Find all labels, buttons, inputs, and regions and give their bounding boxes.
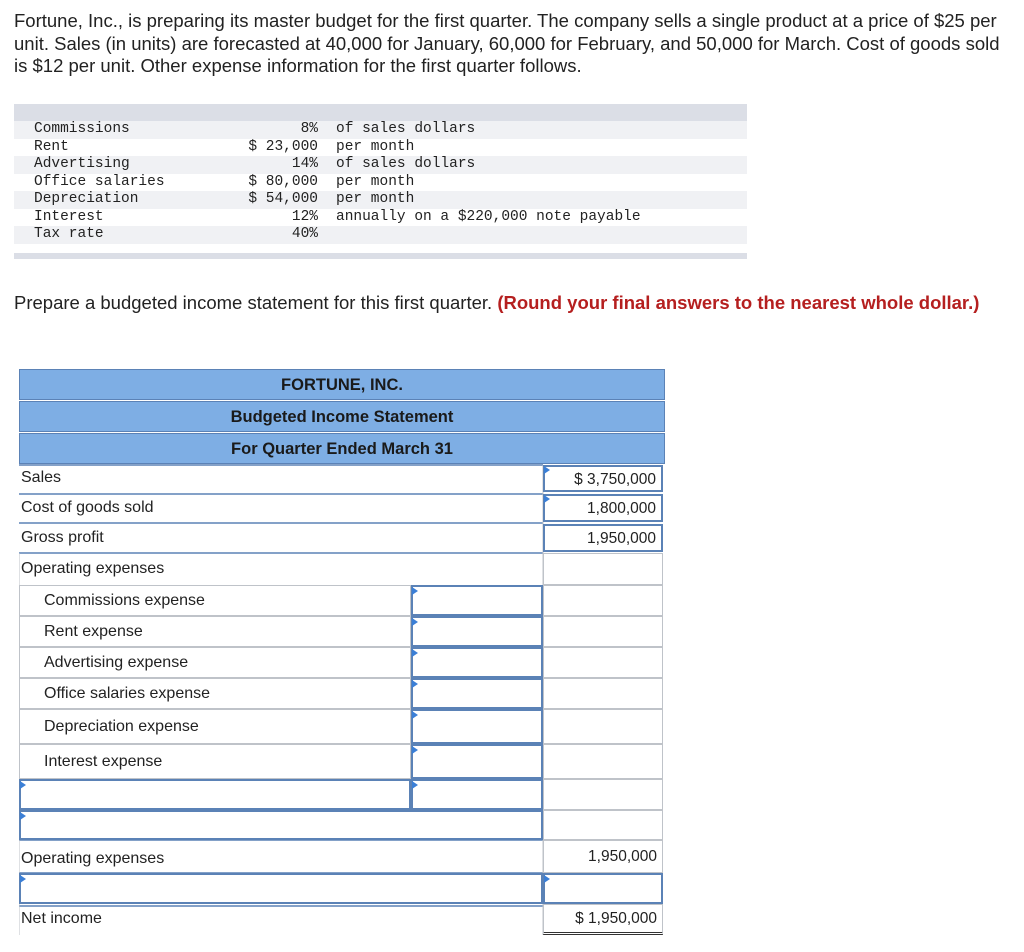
expense-row-office-salaries	[14, 174, 747, 192]
prompt-text: Prepare a budgeted income statement for this first quarter.	[14, 292, 498, 313]
expense-label: Interest	[34, 208, 104, 225]
company-name: FORTUNE, INC.	[19, 369, 665, 400]
rent-amount-input[interactable]	[411, 616, 543, 647]
commissions-amount-input[interactable]	[411, 585, 543, 616]
total-cell	[543, 744, 663, 779]
expense-label: Office salaries	[34, 173, 165, 190]
expense-amount: $ 23,000	[248, 138, 318, 155]
total-cell	[543, 810, 663, 840]
expense-desc: annually on a $220,000 note payable	[336, 208, 641, 225]
office-salaries-amount-input[interactable]	[411, 678, 543, 709]
problem-intro: Fortune, Inc., is preparing its master budget for the first quarter. The company sells a single product at a price of $25 per unit. Sales (in units) are forecasted at 40,000 for January, 60,000 for February, and 50,000 for March. Cost of goods sold is $12 per unit. Other expense information for the first quarter follows.	[14, 10, 1000, 76]
answer-flag-icon	[412, 618, 418, 626]
sales-label: Sales	[21, 469, 62, 486]
expense-row-rent	[14, 139, 747, 157]
expense-desc: per month	[336, 138, 415, 155]
expense-desc: per month	[336, 173, 415, 190]
expense-label-cell	[19, 678, 411, 709]
expense-line-label: Office salaries expense	[44, 685, 211, 702]
expense-desc: of sales dollars	[336, 156, 476, 172]
answer-flag-icon	[412, 680, 418, 688]
expense-label-cell	[19, 744, 411, 779]
extra-total-input[interactable]	[543, 873, 663, 904]
income-statement	[19, 369, 665, 935]
total-cell	[543, 779, 663, 810]
expense-line-label: Commissions expense	[44, 592, 205, 609]
advertising-amount-input[interactable]	[411, 647, 543, 678]
opex-heading-cell	[543, 553, 663, 585]
expense-info-table	[14, 104, 747, 261]
interest-amount-input[interactable]	[411, 744, 543, 779]
extra-amount-input[interactable]	[411, 779, 543, 810]
opex-total-value: 1,950,000	[588, 848, 657, 865]
table-top-band	[14, 104, 747, 121]
expense-line-label: Rent expense	[44, 623, 143, 640]
answer-flag-icon	[20, 781, 26, 789]
expense-row-advertising	[14, 156, 747, 174]
statement-period: For Quarter Ended March 31	[19, 433, 665, 464]
gross-profit-label: Gross profit	[21, 529, 104, 546]
expense-label: Tax rate	[34, 226, 104, 242]
net-income-label: Net income	[21, 910, 102, 927]
sales-value: $ 3,750,000	[574, 471, 656, 488]
rounding-instruction: (Round your final answers to the nearest whole dollar.)	[497, 292, 980, 313]
answer-flag-icon	[544, 495, 550, 503]
question-prompt	[14, 290, 1009, 315]
expense-label-cell	[19, 709, 411, 744]
expense-amount: 8%	[300, 121, 318, 137]
expense-row-tax-rate	[14, 226, 747, 244]
answer-flag-icon	[412, 711, 418, 719]
expense-amount: 40%	[291, 226, 318, 242]
opex-total-label: Operating expenses	[21, 850, 165, 867]
expense-desc: per month	[336, 191, 415, 207]
extra-label-input-3[interactable]	[19, 873, 543, 904]
cogs-label: Cost of goods sold	[21, 499, 154, 516]
expense-line-label: Depreciation expense	[44, 718, 199, 735]
total-cell	[543, 616, 663, 647]
answer-flag-icon	[412, 746, 418, 754]
cogs-value: 1,800,000	[587, 500, 656, 517]
expense-desc: of sales dollars	[336, 121, 476, 137]
expense-label: Rent	[34, 138, 69, 155]
extra-label-input[interactable]	[19, 779, 411, 810]
expense-amount: $ 54,000	[248, 191, 318, 207]
expense-line-label: Interest expense	[44, 753, 163, 770]
expense-label: Advertising	[34, 156, 130, 172]
total-cell	[543, 678, 663, 709]
answer-flag-icon	[412, 781, 418, 789]
total-cell	[543, 647, 663, 678]
answer-flag-icon	[412, 649, 418, 657]
opex-total-cell	[543, 840, 663, 873]
gross-profit-input[interactable]	[543, 524, 663, 552]
expense-amount: 12%	[291, 208, 318, 225]
gross-profit-value: 1,950,000	[587, 530, 656, 547]
expense-line-label: Advertising expense	[44, 654, 189, 671]
total-cell	[543, 585, 663, 616]
depreciation-amount-input[interactable]	[411, 709, 543, 744]
total-cell	[543, 709, 663, 744]
expense-row-commissions	[14, 121, 747, 139]
answer-flag-icon	[412, 587, 418, 595]
opex-heading: Operating expenses	[21, 560, 165, 577]
expense-amount: $ 80,000	[248, 173, 318, 190]
answer-flag-icon	[20, 812, 26, 820]
statement-title: Budgeted Income Statement	[19, 401, 665, 432]
sales-value-input[interactable]	[543, 465, 663, 492]
extra-label-input-2[interactable]	[19, 810, 543, 840]
answer-flag-icon	[544, 466, 550, 474]
cogs-value-input[interactable]	[543, 494, 663, 522]
answer-flag-icon	[544, 875, 550, 883]
expense-label: Commissions	[34, 121, 130, 137]
expense-label: Depreciation	[34, 191, 139, 207]
net-income-cell	[543, 904, 663, 935]
expense-row-depreciation	[14, 191, 747, 209]
answer-flag-icon	[20, 875, 26, 883]
expense-label-cell	[19, 647, 411, 678]
expense-row-interest	[14, 209, 747, 227]
net-income-value: $ 1,950,000	[575, 910, 657, 927]
expense-amount: 14%	[291, 156, 318, 172]
expense-label-cell	[19, 585, 411, 616]
table-bottom-band	[14, 253, 747, 259]
expense-label-cell	[19, 616, 411, 647]
